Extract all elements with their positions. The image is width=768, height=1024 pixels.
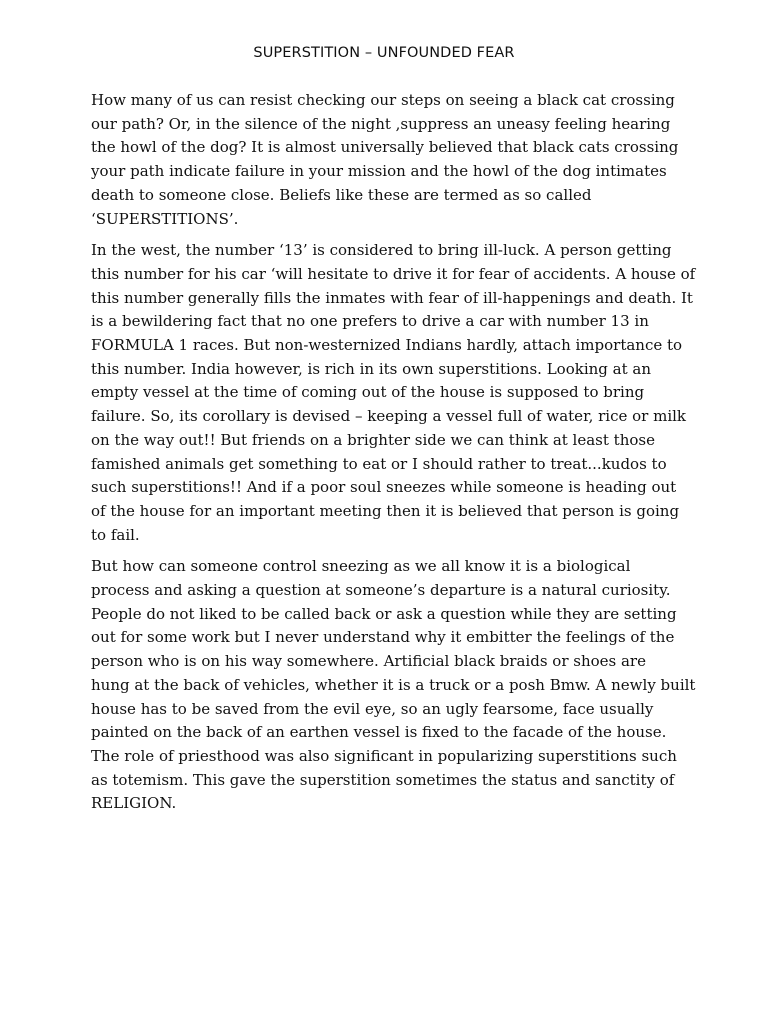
text-line: ‘SUPERSTITIONS’.: [91, 209, 239, 228]
text-line: is a bewildering fact that no one prefers to drive a car with number 13 in: [91, 312, 649, 331]
text-line: process and asking a question at someone’s departure is a natural curiosity.: [91, 581, 671, 600]
text-line: out for some work but I never understand why it embitter the feelings of the: [91, 628, 675, 647]
text-line: empty vessel at the time of coming out of the house is supposed to bring: [91, 383, 645, 402]
text-line: to fail.: [91, 525, 140, 544]
text-line: famished animals get something to eat or I should rather to treat...kudos to: [91, 454, 667, 473]
paragraph-3: [91, 555, 696, 816]
text-line: of the house for an important meeting then it is believed that person is going: [91, 501, 680, 520]
text-line: But how can someone control sneezing as we all know it is a biological: [91, 557, 631, 576]
text-line: such superstitions!! And if a poor soul sneezes while someone is heading out: [91, 478, 677, 497]
text-line: hung at the back of vehicles, whether it is a truck or a posh Bmw. A newly built: [91, 675, 696, 694]
text-line: this number. India however, is rich in its own superstitions. Looking at an: [91, 359, 651, 378]
text-line: RELIGION.: [91, 794, 177, 813]
text-line: FORMULA 1 races. But non-westernized Indians hardly, attach importance to: [91, 336, 683, 355]
text-line: death to someone close. Beliefs like these are termed as so called: [91, 185, 592, 204]
text-line: In the west, the number ‘13’ is considered to bring ill-luck. A person getting: [91, 241, 672, 260]
text-line: The role of priesthood was also significant in popularizing superstitions such: [91, 746, 677, 765]
text-line: our path? Or, in the silence of the night ,suppress an uneasy feeling hearing: [91, 114, 671, 133]
document-title: SUPERSTITION – UNFOUNDED FEAR: [253, 45, 515, 61]
paragraph-1: [91, 89, 681, 231]
text-line: house has to be saved from the evil eye, so an ugly fearsome, face usually: [91, 699, 654, 718]
text-line: person who is on his way somewhere. Artificial black braids or shoes are: [91, 652, 646, 671]
paragraph-2: [91, 239, 696, 547]
text-line: your path indicate failure in your mission and the howl of the dog intimates: [91, 162, 667, 181]
text-line: the howl of the dog? It is almost universally believed that black cats crossing: [91, 138, 679, 157]
text-line: this number generally fills the inmates with fear of ill-happenings and death. It: [91, 288, 693, 307]
document-body: [91, 89, 696, 824]
text-line: on the way out!! But friends on a brighter side we can think at least those: [91, 430, 655, 449]
text-line: this number for his car ‘will hesitate to drive it for fear of accidents. A house of: [91, 264, 696, 283]
text-line: failure. So, its corollary is devised – keeping a vessel full of water, rice or milk: [91, 407, 687, 426]
text-line: People do not liked to be called back or ask a question while they are setting: [91, 604, 677, 623]
text-line: painted on the back of an earthen vessel is fixed to the facade of the house.: [91, 723, 667, 742]
text-line: as totemism. This gave the superstition sometimes the status and sanctity of: [91, 770, 675, 789]
text-line: How many of us can resist checking our steps on seeing a black cat crossing: [91, 91, 675, 109]
